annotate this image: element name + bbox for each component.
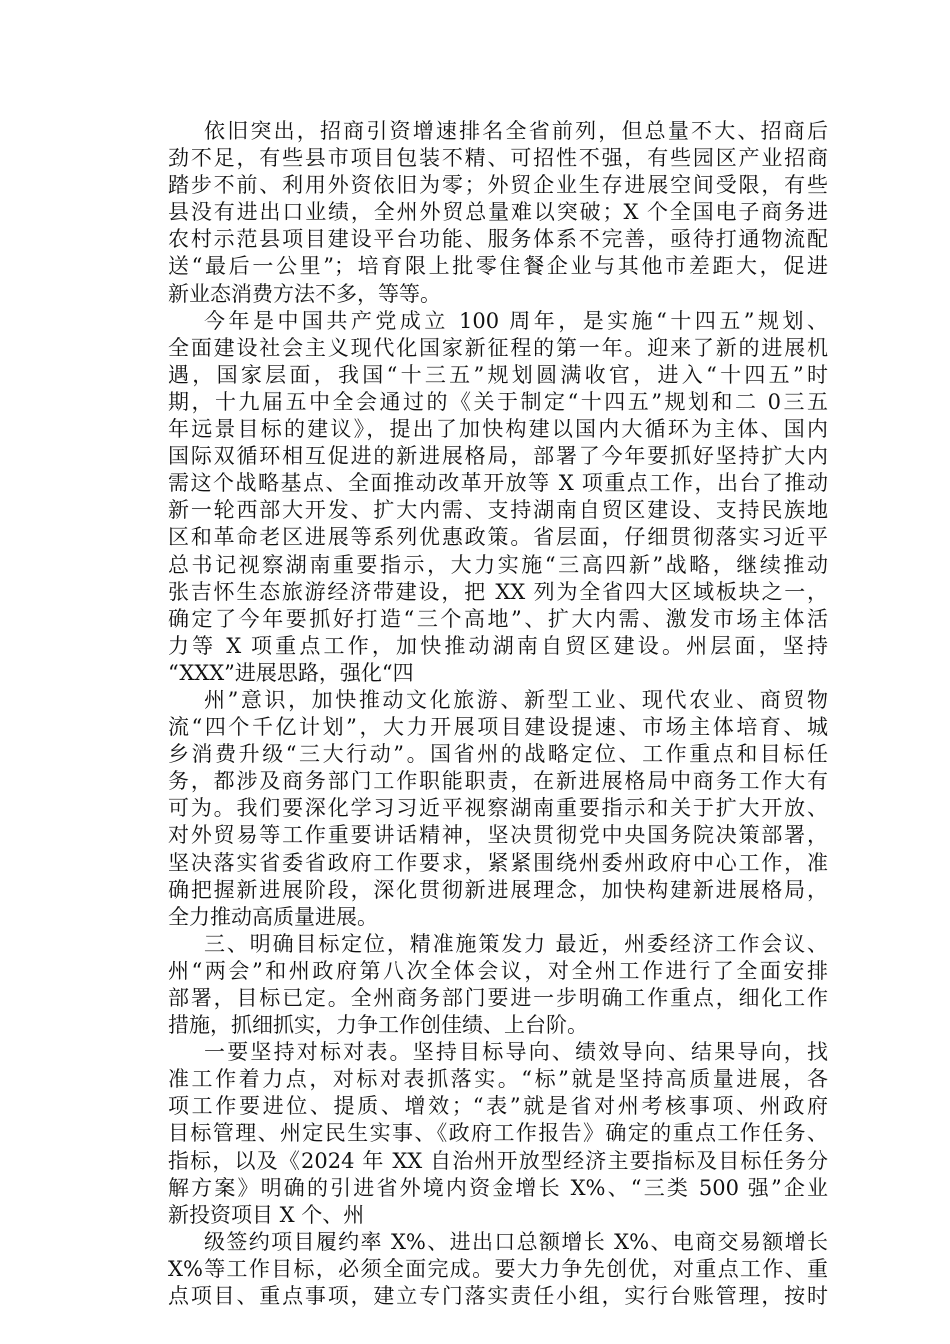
text-line: 年远景目标的建议》，提出了加快构建以国内大循环为主体、国内 (168, 417, 828, 442)
body-text (168, 118, 828, 1310)
text-line: 送“最后一公里”；培育限上批零住餐企业与其他市差距大，促进 (168, 254, 828, 279)
text-line: 农村示范县项目建设平台功能、服务体系不完善，亟待打通物流配 (168, 227, 828, 252)
text-line: 项工作要进位、提质、增效；“表”就是省对州考核事项、州政府 (168, 1094, 828, 1119)
text-line: “XXX”进展思路，强化“四 (168, 660, 414, 685)
text-line: 目标管理、州定民生实事、《政府工作报告》确定的重点工作任务、 (168, 1121, 828, 1146)
text-line: 务，都涉及商务部门工作职能职责，在新进展格局中商务工作大有 (168, 769, 828, 794)
text-line: 劲不足，有些县市项目包装不精、可招性不强，有些园区产业招商 (168, 146, 828, 171)
text-line: 解方案》明确的引进省外境内资金增长 X%、“三类 500 强”企业 (168, 1175, 828, 1200)
text-line: 全面建设社会主义现代化国家新征程的第一年。迎来了新的进展机 (168, 335, 828, 360)
text-line: 区和革命老区进展等系列优惠政策。省层面，仔细贯彻落实习近平 (168, 525, 828, 550)
text-line: 新一轮西部大开发、扩大内需、支持湖南自贸区建设、支持民族地 (168, 498, 828, 523)
text-line: 部署，目标已定。全州商务部门要进一步明确工作重点，细化工作 (168, 986, 828, 1010)
text-line: 指标，以及《2024 年 XX 自治州开放型经济主要指标及目标任务分 (168, 1148, 828, 1173)
text-line: 需这个战略基点、全面推动改革开放等 X 项重点工作，出台了推动 (168, 471, 828, 496)
text-line: 点项目、重点事项，建立专门落实责任小组，实行台账管理，按时 (168, 1284, 828, 1309)
text-line: 乡消费升级“三大行动”。国省州的战略定位、工作重点和目标任 (168, 742, 828, 767)
text-line: 确定了今年要抓好打造“三个高地”、扩大内需、激发市场主体活 (168, 606, 828, 631)
text-line: 总书记视察湖南重要指示，大力实施“三高四新”战略，继续推动 (168, 552, 828, 577)
text-line: 县没有进出口业绩，全州外贸总量难以突破；X 个全国电子商务进 (168, 200, 828, 225)
text-line: 依旧突出，招商引资增速排名全省前列，但总量不大、招商后 (204, 119, 828, 143)
text-line: 一要坚持对标对表。坚持目标导向、绩效导向、结果导向，找 (204, 1040, 828, 1065)
text-line: 新投资项目 X 个、州 (168, 1202, 365, 1227)
text-line: 今年是中国共产党成立 100 周年，是实施“十四五”规划、 (204, 308, 828, 333)
text-line: 州”意识，加快推动文化旅游、新型工业、现代农业、商贸物 (204, 687, 828, 712)
text-line: 全力推动高质量进展。 (168, 904, 378, 929)
text-line: 州“两会”和州政府第八次全体会议，对全州工作进行了全面安排 (168, 958, 828, 983)
text-line: 三、明确目标定位，精准施策发力 最近，州委经济工作会议、 (204, 931, 828, 956)
text-line: 措施，抓细抓实，力争工作创佳绩、上台阶。 (168, 1013, 588, 1038)
text-line: 流“四个千亿计划”，大力开展项目建设提速、市场主体培育、城 (168, 715, 828, 740)
text-line: 新业态消费方法不多，等等。 (168, 281, 441, 306)
text-line: 级签约项目履约率 X%、进出口总额增长 X%、电商交易额增长 (204, 1229, 828, 1254)
text-line: X%等工作目标，必须全面完成。要大力争先创优，对重点工作、重 (168, 1256, 828, 1281)
text-line: 坚决落实省委省政府工作要求，紧紧围绕州委州政府中心工作，准 (168, 850, 828, 875)
text-line: 踏步不前、利用外资依旧为零；外贸企业生存进展空间受限，有些 (168, 173, 828, 198)
text-line: 期，十九届五中全会通过的《关于制定“十四五”规划和二 0三五 (168, 389, 828, 414)
text-line: 确把握新进展阶段，深化贯彻新进展理念，加快构建新进展格局， (168, 877, 828, 902)
text-line: 张吉怀生态旅游经济带建设，把 XX 列为全省四大区域板块之一， (168, 579, 828, 604)
text-line: 国际双循环相互促进的新进展格局，部署了今年要抓好坚持扩大内 (168, 444, 828, 469)
text-line: 准工作着力点，对标对表抓落实。“标”就是坚持高质量进展，各 (168, 1067, 828, 1092)
text-line: 对外贸易等工作重要讲话精神，坚决贯彻党中央国务院决策部署， (168, 823, 828, 848)
text-line: 可为。我们要深化学习习近平视察湖南重要指示和关于扩大开放、 (168, 796, 828, 821)
text-line: 遇，国家层面，我国“十三五”规划圆满收官，进入“十四五”时 (168, 362, 828, 387)
text-line: 力等 X 项重点工作，加快推动湖南自贸区建设。州层面，坚持 (168, 633, 828, 658)
